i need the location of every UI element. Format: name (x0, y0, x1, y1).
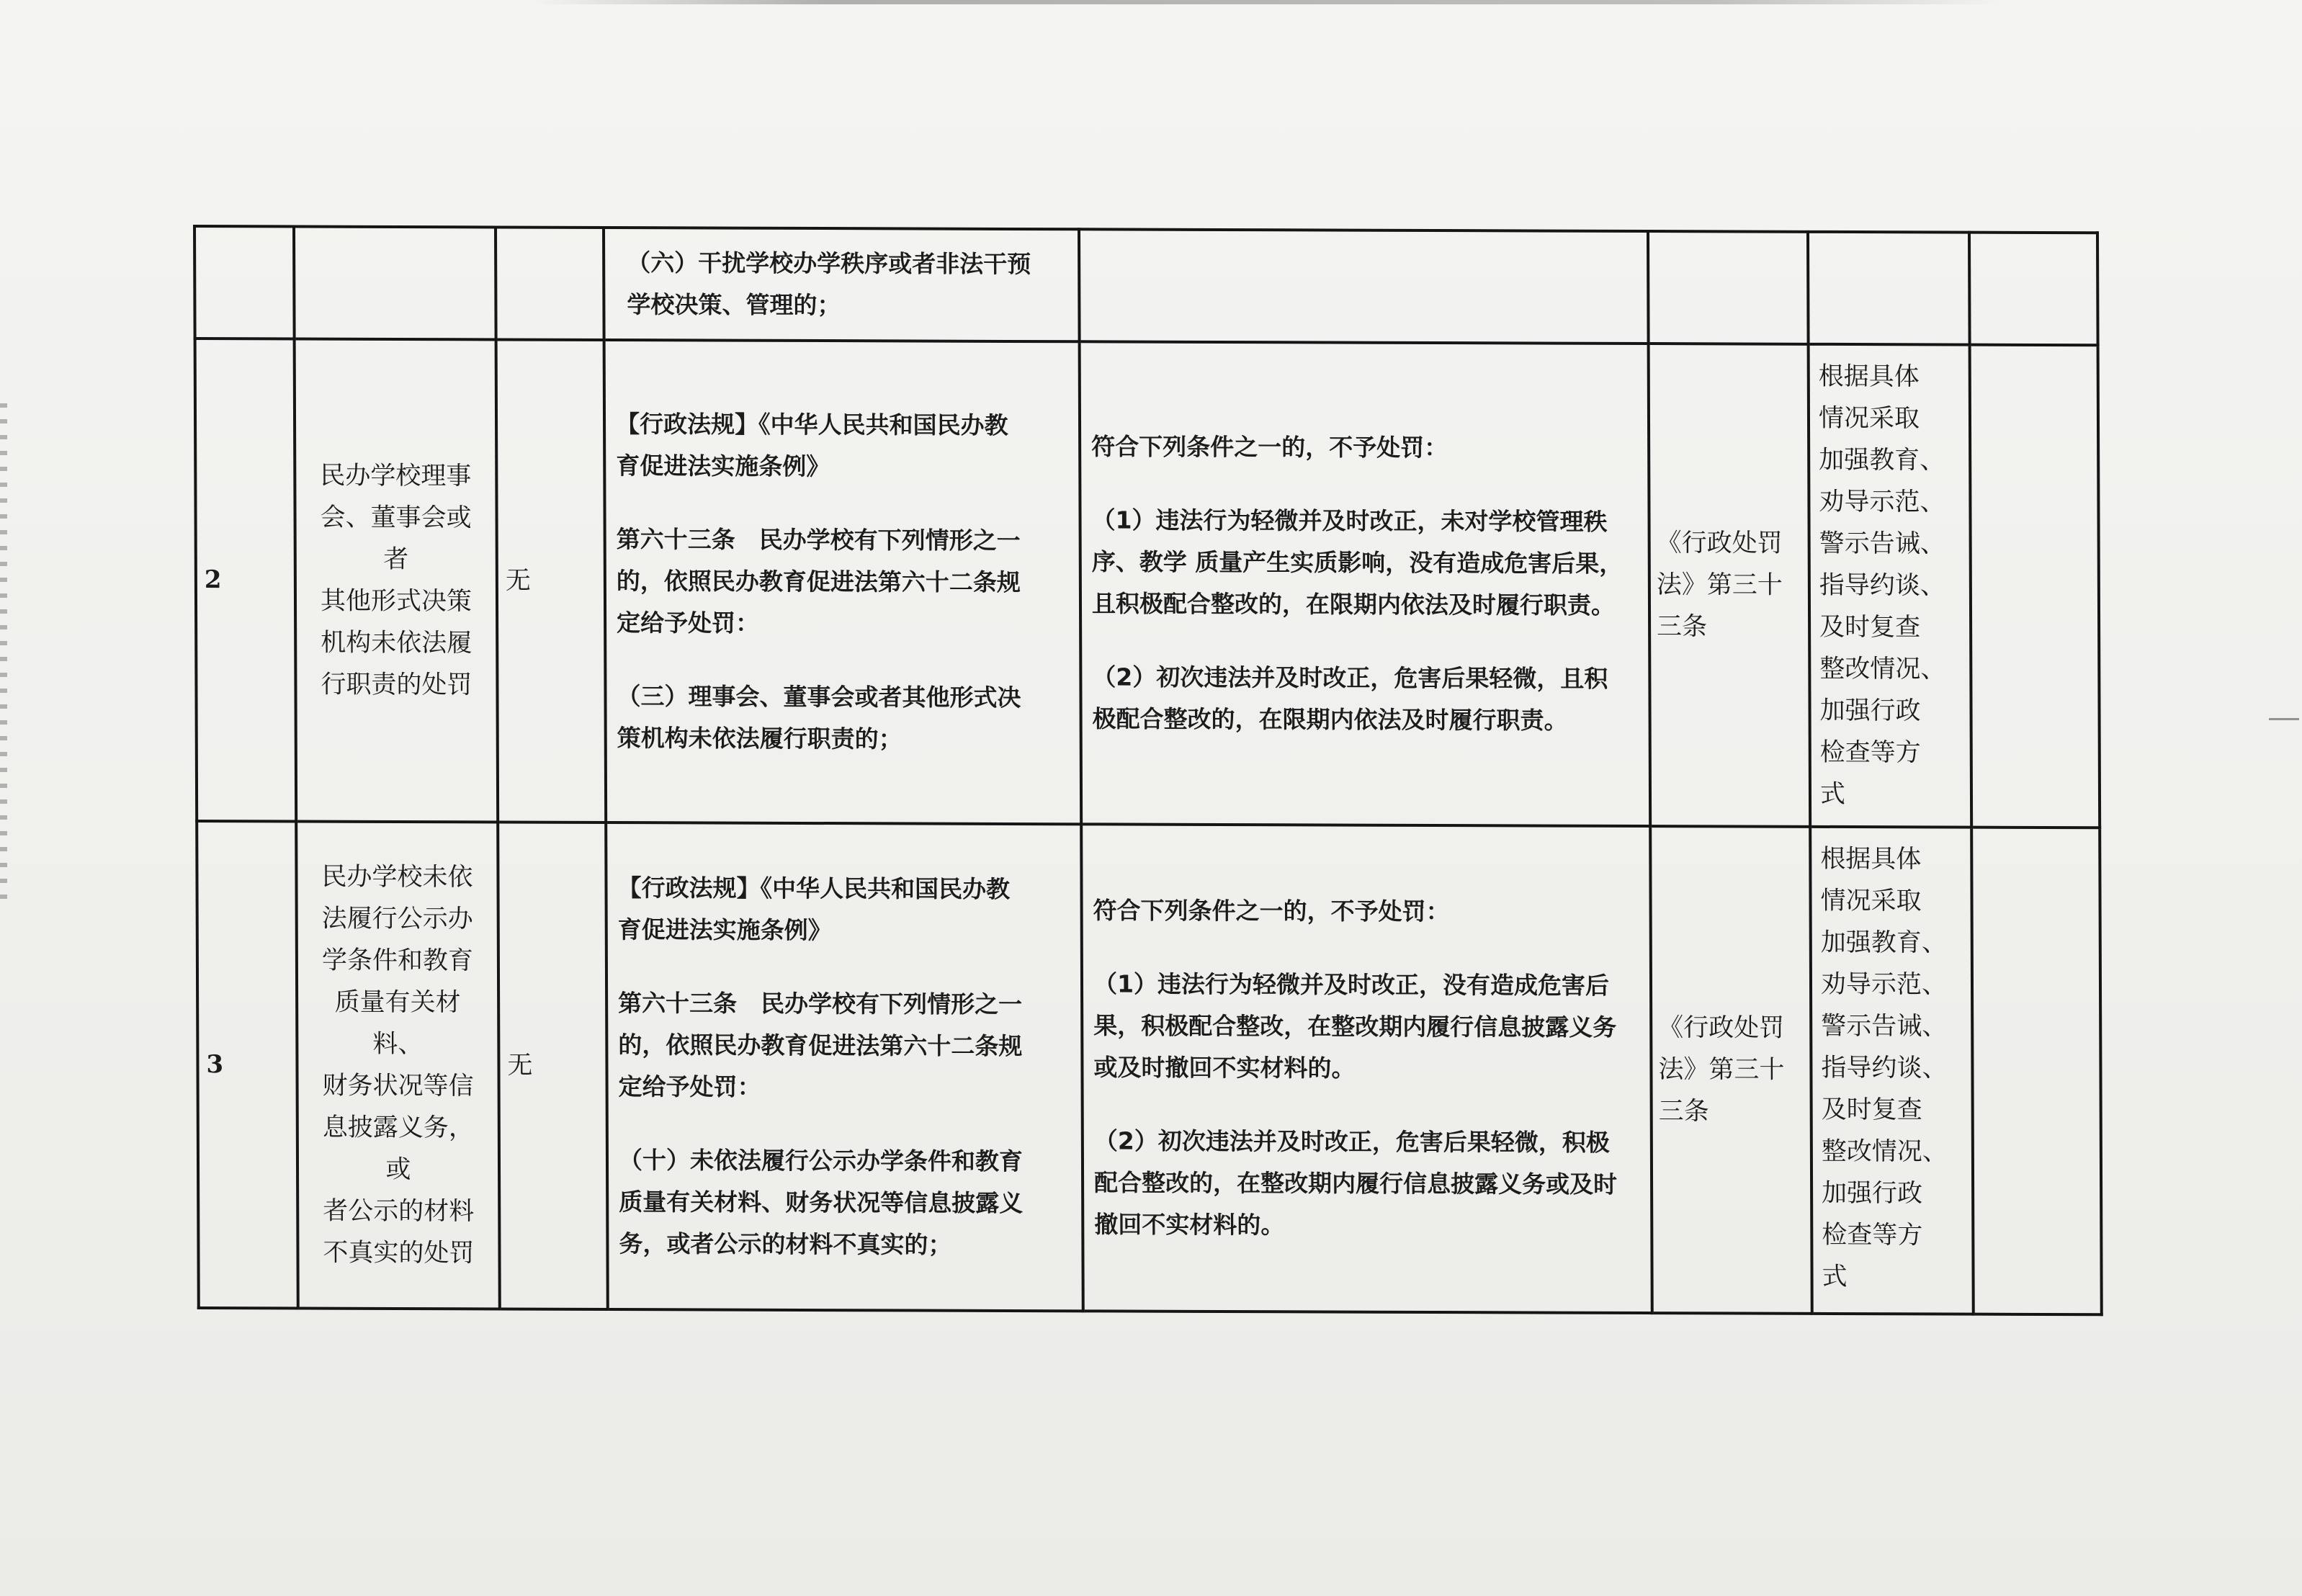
condition-line: 极配合整改的，在限期内依法及时履行职责。 (1092, 704, 1568, 735)
measure-line: 加强行政 (1819, 696, 1921, 726)
exemption-conditions (1080, 341, 1651, 826)
measure-line: 警示告诫、 (1819, 529, 1945, 559)
measure-line: 警示告诫、 (1821, 1011, 1948, 1041)
legal-reference (1649, 344, 1811, 827)
sub-item: 无 (498, 822, 608, 1309)
measure-line: 及时复查 (1821, 1095, 1922, 1125)
violation-name-line: 法履行公示办 (321, 904, 473, 934)
row-number: 2 (195, 339, 297, 821)
cell-conditions (1079, 229, 1649, 344)
penalty-exemption-table (193, 225, 2103, 1316)
condition-line: （2）初次违法并及时改正，危害后果轻微，且积 (1092, 663, 1608, 693)
basis-item-line: 质量有关材料、财务状况等信息披露义 (619, 1188, 1024, 1218)
measure-line: 劝导示范、 (1820, 969, 1948, 1000)
violation-name-line: 者公示的材料 (323, 1196, 475, 1227)
measure-line: 及时复查 (1819, 612, 1921, 642)
legal-reference-line: 法》第三十 (1658, 1055, 1785, 1085)
condition-line: 且积极配合整改的，在限期内依法及时履行职责。 (1091, 589, 1616, 619)
measure-line: 检查等方 (1819, 738, 1921, 768)
condition-line: 序、教学 质量产生实质影响，没有造成危害后果， (1091, 547, 1624, 578)
violation-name (296, 822, 500, 1309)
measure-line: 指导约谈、 (1821, 1053, 1948, 1083)
table-row-continuation (194, 226, 2098, 345)
table-row (195, 339, 2100, 828)
cell-extra (1970, 345, 2100, 828)
basis-line: （六）干扰学校办学秩序或者非法干预 (627, 248, 1031, 279)
basis-item-line: 策机构未依法履行职责的； (617, 724, 903, 753)
measure-line: 式 (1822, 1262, 1848, 1292)
row-number: 3 (197, 821, 298, 1308)
violation-name-line: 学条件和教育 (321, 946, 473, 976)
violation-name-line: 其他形式决策 (320, 586, 473, 617)
violation-name-line: 会、董事会或者 (320, 503, 472, 575)
measure-line: 指导约谈、 (1819, 570, 1945, 601)
measure-line: 加强教育、 (1820, 928, 1947, 958)
basis-heading-line: 育促进法实施条例》 (617, 915, 832, 945)
legal-basis (606, 822, 1083, 1311)
measures (1810, 827, 1974, 1314)
conditions-intro: 符合下列条件之一的，不予处罚： (1093, 896, 1450, 926)
measure-line: 整改情况、 (1819, 654, 1946, 684)
measure-line: 劝导示范、 (1819, 487, 1945, 517)
condition-line: 撤回不实材料的。 (1094, 1210, 1285, 1239)
violation-name-line: 行职责的处罚 (321, 670, 473, 700)
cell-basis (604, 228, 1080, 341)
measure-line: 整改情况、 (1821, 1137, 1948, 1167)
cell-name (294, 226, 496, 339)
measure-line: 情况采取 (1818, 403, 1920, 434)
condition-line: （1）违法行为轻微并及时改正，没有造成危害后 (1093, 969, 1610, 1000)
legal-reference-line: 《行政处罚 (1658, 1013, 1785, 1043)
condition-line: 果，积极配合整改，在整改期内履行信息披露义务 (1093, 1011, 1617, 1041)
basis-heading-line: 【行政法规】《中华人民共和国民办教 (617, 874, 1011, 903)
basis-article-line: 的，依照民办教育促进法第六十二条规 (616, 567, 1021, 597)
condition-line: 或及时撤回不实材料的。 (1093, 1053, 1356, 1082)
basis-heading-line: 育促进法实施条例》 (616, 452, 830, 481)
basis-item-line: 务，或者公示的材料不真实的； (619, 1229, 952, 1259)
legal-basis (604, 340, 1082, 824)
basis-heading-line: 【行政法规】《中华人民共和国民办教 (615, 410, 1008, 439)
violation-name (295, 339, 498, 822)
measure-line: 情况采取 (1820, 886, 1922, 916)
violation-name-line: 质量有关材料、 (334, 987, 461, 1059)
measure-line: 根据具体 (1820, 844, 1922, 874)
cell-sub (496, 227, 604, 340)
scan-mark-right (2269, 718, 2299, 720)
measure-line: 根据具体 (1818, 362, 1920, 392)
penalty-table-wrapper (193, 225, 2100, 1292)
cell-law (1648, 231, 1809, 344)
violation-name-line: 机构未依法履 (321, 628, 473, 658)
basis-article-line: 第六十三条 民办学校有下列情形之一 (616, 525, 1021, 555)
conditions-intro: 符合下列条件之一的，不予处罚： (1091, 432, 1448, 462)
legal-reference-line: 法》第三十 (1656, 570, 1783, 600)
scan-edge-left (0, 403, 7, 907)
legal-reference-line: 三条 (1657, 612, 1708, 642)
violation-name-line: 民办学校未依 (321, 862, 473, 892)
violation-name-line: 财务状况等信 (322, 1071, 474, 1101)
cell-extra (1969, 233, 2098, 346)
cell-measures (1808, 232, 1970, 345)
table-row (197, 821, 2102, 1314)
basis-line: 学校决策、管理的； (627, 290, 841, 320)
measure-line: 加强行政 (1822, 1178, 1923, 1209)
basis-article-line: 的，依照民办教育促进法第六十二条规 (618, 1031, 1023, 1061)
exemption-conditions (1081, 824, 1652, 1313)
violation-name-line: 息披露义务，或 (322, 1113, 474, 1185)
basis-article-line: 定给予处罚： (618, 1072, 761, 1101)
sub-item: 无 (496, 339, 606, 822)
basis-article-line: 定给予处罚： (617, 609, 760, 637)
scan-edge-top (533, 0, 2002, 4)
legal-reference-line: 三条 (1658, 1097, 1709, 1126)
measure-line: 加强教育、 (1819, 445, 1945, 475)
basis-article-line: 第六十三条 民办学校有下列情形之一 (618, 989, 1023, 1019)
measures (1809, 344, 1972, 828)
cell-no (194, 226, 295, 339)
condition-line: （2）初次违法并及时改正，危害后果轻微，积极 (1093, 1126, 1610, 1157)
measure-line: 式 (1819, 779, 1846, 810)
condition-line: 配合整改的，在整改期内履行信息披露义务或及时 (1094, 1168, 1618, 1198)
violation-name-line: 不真实的处罚 (323, 1238, 475, 1268)
basis-item-line: （十）未依法履行公示办学条件和教育 (618, 1146, 1024, 1176)
legal-reference (1650, 826, 1812, 1314)
legal-reference-line: 《行政处罚 (1656, 529, 1783, 558)
violation-name-line: 民办学校理事 (320, 461, 472, 491)
measure-line: 检查等方 (1822, 1220, 1923, 1250)
basis-item-line: （三）理事会、董事会或者其他形式决 (617, 682, 1021, 712)
cell-extra (1971, 828, 2102, 1315)
condition-line: （1）违法行为轻微并及时改正，未对学校管理秩 (1091, 506, 1608, 536)
